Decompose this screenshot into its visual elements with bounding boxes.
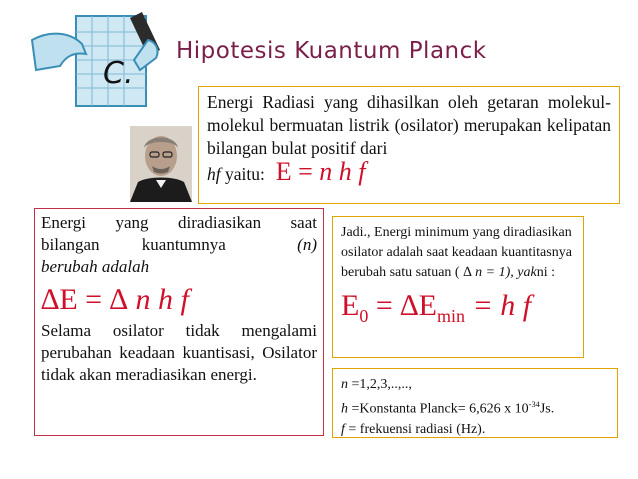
box2-n-term: (n) [297,235,317,254]
planck-portrait-image [130,126,192,202]
formula-end: = h f [464,289,532,322]
clipboard-hand-icon [30,10,170,110]
legend-n-value: =1,2,3,..,.., [348,377,412,392]
legend-h-unit: Js. [539,401,555,417]
hf-term: hf [207,164,221,184]
formula-sub-min: min [436,306,465,326]
delta-energy-formula: ∆E = ∆ n h f [41,283,189,316]
section-badge: C. [103,56,134,91]
legend-h-value: =Konstanta Planck= 6,626 x 10 [348,401,529,417]
variables-legend-box [332,368,618,438]
energy-formula: E = n h f [269,157,366,186]
formula-sub-0: 0 [359,306,369,326]
box3-text-part1: Jadi., Energi minimum yang diradiasikan osilator adalah saat keadaan kuantitasnya berubah satu satuan ( ∆ [341,225,572,280]
box3-text-part2: ni : [536,265,555,280]
legend-f-value: = frekuensi radiasi (Hz). [344,421,486,437]
legend-h-var: h [341,401,348,417]
formula-mid: = ∆E [368,289,437,322]
hypothesis-formula-line [207,157,611,186]
legend-f [341,420,609,440]
energy-change-box [34,208,324,436]
box2-line1: Energi yang diradiasikan saat [41,213,317,232]
planck-hypothesis-box [198,86,620,204]
box2-line3: berubah adalah [41,257,150,276]
box2-line2 [41,234,317,256]
legend-n [341,375,609,395]
box3-n-expression: n = 1), yak [475,265,537,280]
box3-text [341,223,575,283]
yaitu-label: yaitu: [225,164,265,184]
hypothesis-text: Energi Radiasi yang dihasilkan oleh getaran molekul-molekul bermuatan listrik (osilator) merupakan kelipatan bilangan bulat positif dari [207,92,611,158]
minimum-energy-box [332,216,584,358]
page-title: Hipotesis Kuantum Planck [176,38,487,64]
legend-f-var: f [341,421,345,437]
minimum-energy-formula [341,289,575,333]
formula-e: E [341,289,360,322]
legend-h [341,395,609,420]
box2-rest-text: Selama osilator tidak mengalami perubahan keadaan kuantisasi, Osilator tidak akan meradiasikan energi. [41,321,317,384]
box2-line2-text: bilangan kuantumnya [41,235,226,254]
legend-n-var: n [341,377,348,392]
legend-h-exponent: -34 [528,400,540,409]
